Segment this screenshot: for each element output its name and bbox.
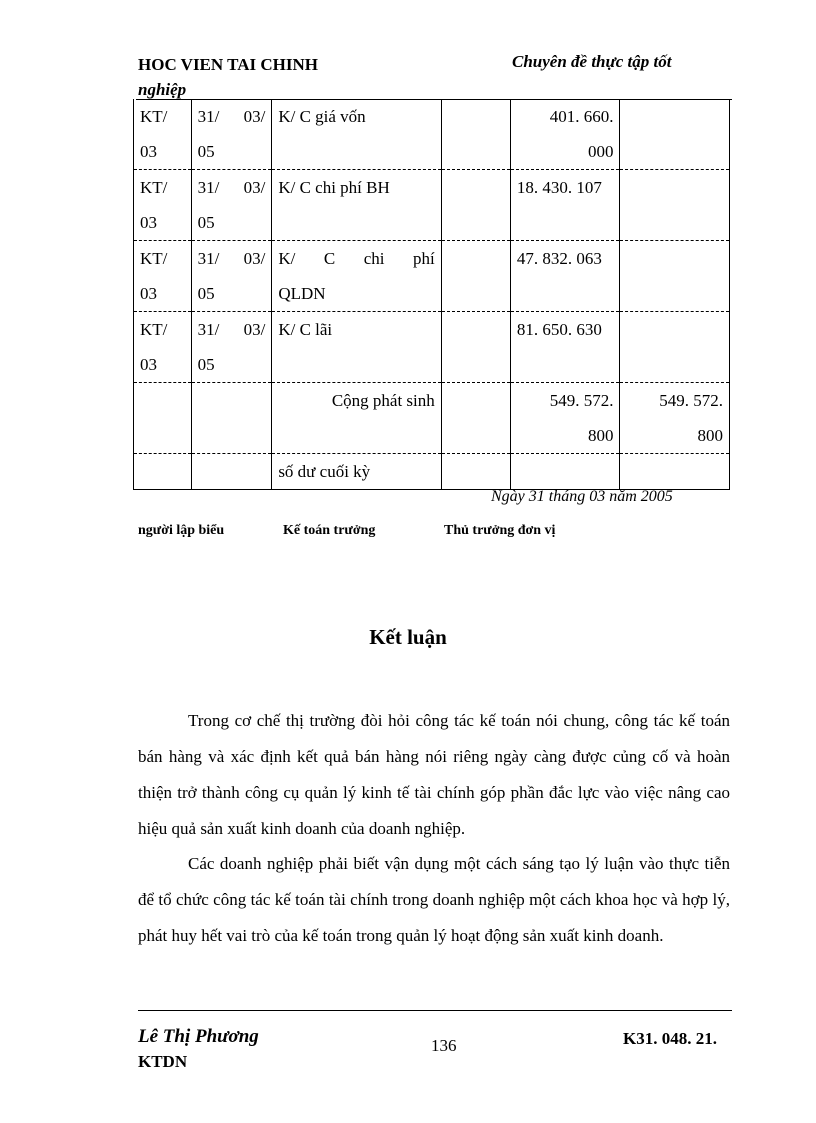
footer-author: Lê Thị Phương	[138, 1026, 259, 1047]
debit-cell	[510, 241, 620, 312]
account-cell-line	[448, 312, 504, 347]
voucher-date-cell	[191, 99, 272, 170]
closing-label-cell-line: số dư cuối kỳ	[278, 462, 371, 481]
account-cell-line	[448, 170, 504, 205]
total-row	[134, 383, 730, 454]
account-cell-line	[448, 241, 504, 276]
signature-chief-accountant: Kế toán trưởng	[283, 523, 376, 538]
ledger-table	[133, 99, 730, 490]
table-row	[134, 312, 730, 383]
voucher-no-cell-line: KT/	[140, 107, 168, 126]
credit-cell-line	[626, 276, 723, 311]
paragraph-1: Trong cơ chế thị trường đòi hỏi công tác kế toán nói chung, công tác kế toán bán hàng và xác định kết quả bán hàng nói riêng ngày càng được củng cố và hoàn thiện trở thành công cụ quản lý kinh tế tài chính góp phần đắc lực vào việc nâng cao hiệu quả sản xuất kinh doanh của doanh nghiệp.	[138, 711, 730, 838]
date-month: 03/	[243, 178, 266, 197]
voucher-no-cell-line: KT/	[140, 249, 168, 268]
date-year: 05	[197, 355, 215, 374]
empty-cell	[441, 454, 510, 490]
voucher-date-cell	[191, 241, 272, 312]
total-label-cell	[272, 383, 441, 454]
date-day: 31/	[197, 320, 220, 339]
account-cell	[441, 170, 510, 241]
credit-cell-line	[626, 241, 723, 276]
voucher-no-cell-line: KT/	[140, 320, 168, 339]
date-month: 03/	[243, 320, 266, 339]
voucher-no-cell	[134, 99, 192, 170]
date-year: 05	[197, 142, 215, 161]
total-debit-cell-line: 549. 572.	[549, 391, 614, 410]
footer-rule	[138, 1010, 732, 1011]
credit-cell-line	[626, 134, 723, 169]
description-cell	[272, 312, 441, 383]
total-debit-cell	[510, 383, 620, 454]
debit-cell-line	[517, 205, 614, 240]
debit-cell-line: 47. 832. 063	[516, 249, 602, 268]
voucher-no-cell	[134, 170, 192, 241]
voucher-no-cell-line: 03	[140, 142, 157, 161]
empty-cell	[191, 383, 272, 454]
description-cell-line	[278, 347, 434, 382]
date-year: 05	[197, 213, 215, 232]
debit-cell	[510, 312, 620, 383]
description-cell-line: K/ C chi phí BH	[278, 178, 390, 197]
credit-cell-line	[626, 312, 723, 347]
closing-label-cell	[272, 454, 441, 490]
empty-cell	[510, 454, 620, 490]
footer-code: K31. 048. 21.	[623, 1029, 717, 1048]
voucher-no-cell-line: KT/	[140, 178, 168, 197]
credit-cell-line	[626, 99, 723, 134]
header-continuation: nghiệp	[138, 80, 187, 99]
date-day: 31/	[197, 107, 220, 126]
header-school: HOC VIEN TAI CHINH	[138, 55, 318, 74]
account-cell	[441, 241, 510, 312]
credit-cell-line	[626, 205, 723, 240]
debit-cell-line: 81. 650. 630	[516, 320, 602, 339]
description-cell	[272, 99, 441, 170]
footer-dept: KTDN	[138, 1052, 188, 1071]
empty-cell	[441, 383, 510, 454]
credit-cell-line	[626, 170, 723, 205]
debit-cell	[510, 99, 620, 170]
credit-cell	[620, 312, 730, 383]
date-month: 03/	[243, 249, 266, 268]
debit-cell-line	[517, 347, 614, 382]
table-row	[134, 170, 730, 241]
total-label-cell-line: Cộng phát sinh	[331, 391, 435, 410]
closing-row	[134, 454, 730, 490]
description-cell-line	[278, 205, 434, 240]
account-cell	[441, 99, 510, 170]
account-cell-line	[448, 99, 504, 134]
voucher-date-cell	[191, 312, 272, 383]
description-cell	[272, 241, 441, 312]
table-row	[134, 99, 730, 170]
account-cell	[441, 312, 510, 383]
empty-cell	[134, 383, 192, 454]
date-day: 31/	[197, 178, 220, 197]
credit-cell	[620, 170, 730, 241]
header-left	[138, 52, 378, 102]
description-cell-line: K/ C chi phí	[278, 249, 435, 268]
debit-cell-line: 000	[587, 142, 614, 161]
empty-cell	[191, 454, 272, 490]
signature-preparer: người lập biểu	[138, 523, 225, 538]
debit-cell-line: 18. 430. 107	[516, 178, 602, 197]
voucher-no-cell-line: 03	[140, 284, 157, 303]
total-debit-cell-line: 800	[587, 426, 614, 445]
date-month: 03/	[243, 107, 266, 126]
page-number: 136	[431, 1036, 457, 1055]
date-year: 05	[197, 284, 215, 303]
total-credit-cell-line: 800	[697, 426, 723, 445]
credit-cell-line	[626, 347, 723, 382]
empty-cell	[134, 454, 192, 490]
section-title: Kết luận	[369, 625, 447, 649]
credit-cell	[620, 99, 730, 170]
header-report-title: Chuyên đề thực tập tốt	[512, 52, 672, 71]
voucher-no-cell	[134, 241, 192, 312]
credit-cell	[620, 241, 730, 312]
empty-cell	[620, 454, 730, 490]
voucher-date-cell	[191, 170, 272, 241]
date-day: 31/	[197, 249, 220, 268]
date-line: Ngày 31 tháng 03 năm 2005	[491, 488, 673, 505]
total-credit-cell	[620, 383, 730, 454]
debit-cell-line	[517, 276, 614, 311]
description-cell-line: QLDN	[278, 284, 326, 303]
debit-cell-line: 401. 660.	[549, 107, 614, 126]
voucher-no-cell-line: 03	[140, 355, 157, 374]
debit-cell	[510, 170, 620, 241]
description-cell-line: K/ C giá vốn	[278, 107, 366, 126]
paragraph-2: Các doanh nghiệp phải biết vận dụng một cách sáng tạo lý luận vào thực tiễn để tổ chức công tác kế toán tài chính trong doanh nghiệp một cách khoa học và hợp lý, phát huy hết vai trò của kế toán trong quản lý hoạt động sản xuất kinh doanh.	[138, 854, 730, 945]
voucher-no-cell-line: 03	[140, 213, 157, 232]
total-credit-cell-line: 549. 572.	[659, 391, 723, 410]
table-row	[134, 241, 730, 312]
signature-head: Thủ trưởng đơn vị	[444, 523, 556, 538]
description-cell-line: K/ C lãi	[278, 320, 333, 339]
description-cell-line	[278, 134, 434, 169]
voucher-no-cell	[134, 312, 192, 383]
description-cell	[272, 170, 441, 241]
